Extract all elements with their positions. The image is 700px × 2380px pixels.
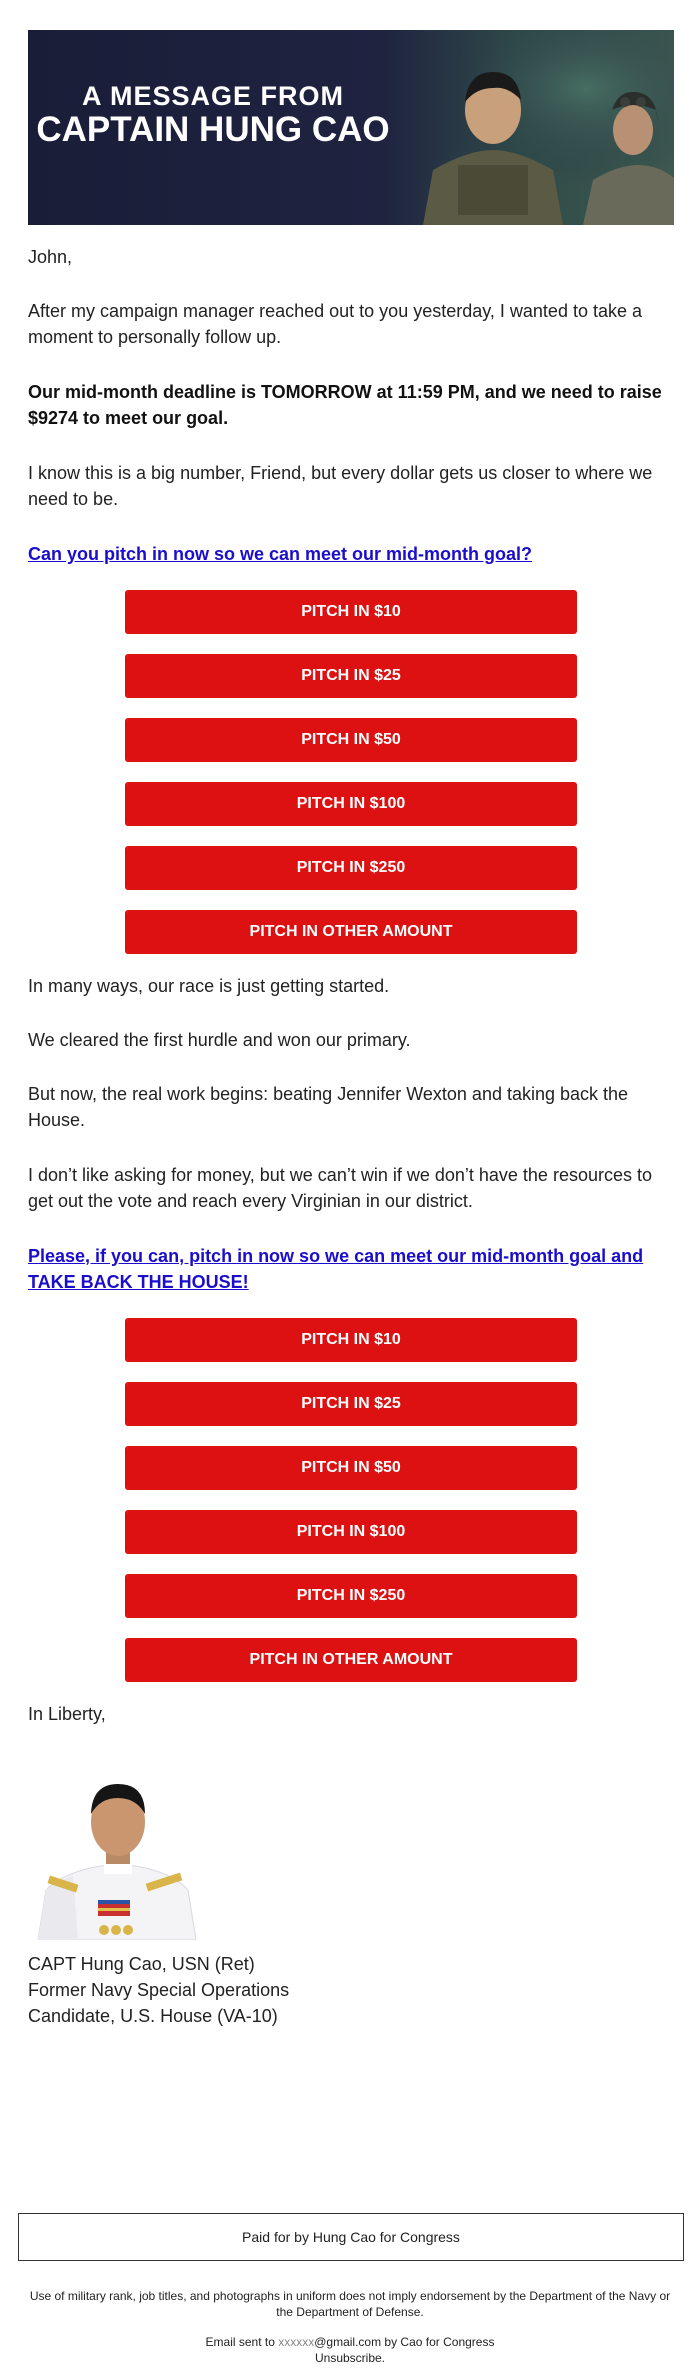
paid-for-text: Paid for by Hung Cao for Congress	[242, 2229, 460, 2245]
paragraph-resources	[28, 1162, 672, 1214]
paid-for-box	[18, 2213, 684, 2261]
signoff-text: In Liberty,	[28, 1704, 106, 1724]
donate-button-other[interactable]: PITCH IN OTHER AMOUNT	[125, 910, 577, 954]
signature-title: Former Navy Special Operations	[28, 1980, 290, 2000]
donate-ask-1	[28, 541, 672, 567]
email-prefix: Email sent to	[205, 2335, 279, 2349]
donate-ask-2	[28, 1243, 672, 1295]
banner-title-line2: CAPTAIN HUNG CAO	[36, 110, 390, 150]
paragraph-text: But now, the real work begins: beating Jennifer Wexton and taking back the House.	[28, 1084, 629, 1130]
disclaimer	[20, 2288, 680, 2320]
greeting	[28, 244, 672, 270]
signature-name: CAPT Hung Cao, USN (Ret)	[28, 1954, 255, 1974]
candidate-portrait	[28, 1740, 198, 1940]
paragraph-text: We cleared the first hurdle and won our primary.	[28, 1030, 411, 1050]
donate-button-50[interactable]: PITCH IN $50	[125, 1446, 577, 1490]
paragraph-text: I know this is a big number, Friend, but every dollar gets us closer to where we need to be.	[28, 463, 653, 509]
paragraph-deadline	[28, 379, 672, 431]
donate-link-2[interactable]: Please, if you can, pitch in now so we can meet our mid-month goal and TAKE BACK THE HOUSE!	[28, 1246, 644, 1292]
donate-button-10[interactable]: PITCH IN $10	[125, 590, 577, 634]
banner-title	[28, 82, 398, 149]
paragraph-text: Our mid-month deadline is TOMORROW at 11:59 PM, and we need to raise $9274 to meet our goal.	[28, 382, 662, 428]
disclaimer-text: Use of military rank, job titles, and photographs in uniform does not imply endorsement by the Department of the Navy or the Department of Defense.	[29, 2289, 671, 2319]
paragraph-text: After my campaign manager reached out to you yesterday, I wanted to take a moment to personally follow up.	[28, 301, 643, 347]
candidate-portrait-image	[28, 1740, 198, 1940]
signoff	[28, 1701, 672, 1727]
donate-button-50[interactable]: PITCH IN $50	[125, 718, 577, 762]
signature-block	[28, 1951, 672, 2029]
donate-button-other[interactable]: PITCH IN OTHER AMOUNT	[125, 1638, 577, 1682]
paragraph-race-started	[28, 973, 672, 999]
paragraph-followup	[28, 298, 672, 350]
header-banner	[28, 30, 674, 225]
paragraph-real-work	[28, 1081, 672, 1133]
donate-button-100[interactable]: PITCH IN $100	[125, 782, 577, 826]
email-suffix: @gmail.com by Cao for Congress	[314, 2335, 495, 2349]
unsubscribe-link[interactable]: Unsubscribe.	[314, 2351, 386, 2365]
banner-title-line1: A MESSAGE FROM	[81, 81, 344, 111]
paragraph-text: In many ways, our race is just getting started.	[28, 976, 390, 996]
donate-link-1[interactable]: Can you pitch in now so we can meet our mid-month goal?	[28, 544, 533, 564]
email-user: xxxxxx	[278, 2335, 315, 2349]
donate-button-250[interactable]: PITCH IN $250	[125, 1574, 577, 1618]
paragraph-primary	[28, 1027, 672, 1053]
paragraph-big-number	[28, 460, 672, 512]
donate-button-10[interactable]: PITCH IN $10	[125, 1318, 577, 1362]
donate-button-25[interactable]: PITCH IN $25	[125, 1382, 577, 1426]
signature-candidacy: Candidate, U.S. House (VA-10)	[28, 2006, 278, 2026]
greeting-text: John,	[28, 247, 73, 267]
donate-button-25[interactable]: PITCH IN $25	[125, 654, 577, 698]
donate-button-250[interactable]: PITCH IN $250	[125, 846, 577, 890]
email-info	[20, 2334, 680, 2366]
donate-button-100[interactable]: PITCH IN $100	[125, 1510, 577, 1554]
paragraph-text: I don’t like asking for money, but we can’t win if we don’t have the resources to get out the vote and reach every Virginian in our district.	[28, 1165, 652, 1211]
